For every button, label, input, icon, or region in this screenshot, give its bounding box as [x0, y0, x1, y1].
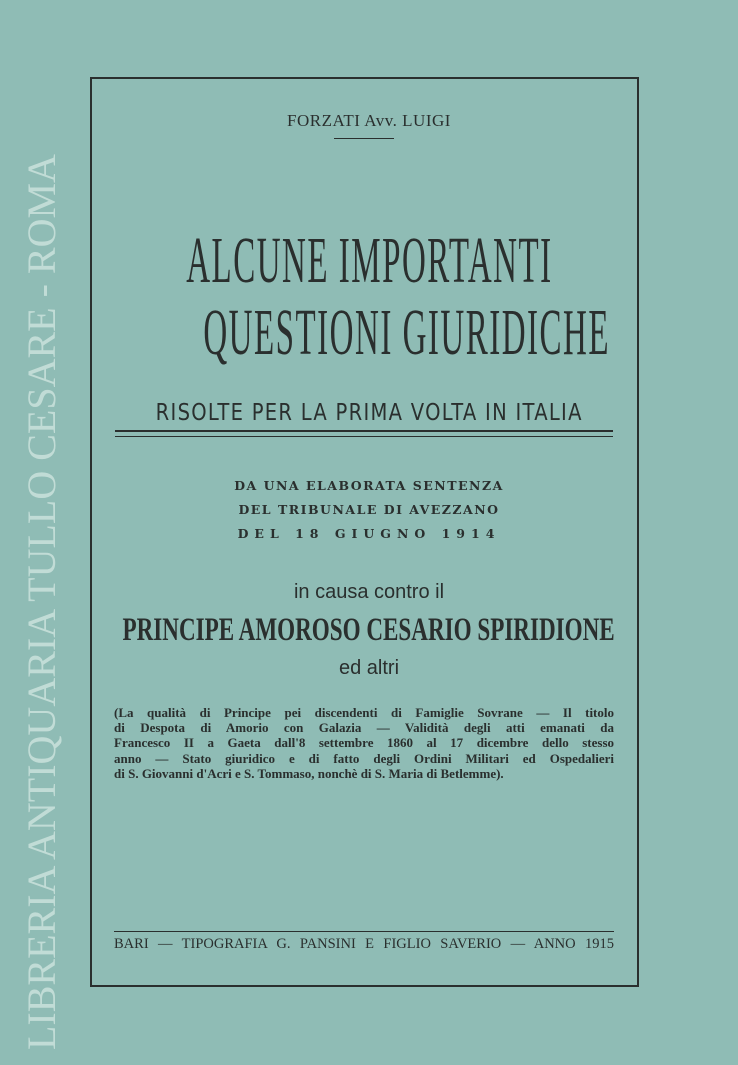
others-text: ed altri	[338, 657, 400, 679]
double-rule	[115, 430, 613, 437]
source-line-2: DEL TRIBUNALE DI AVEZZANO	[238, 502, 500, 517]
author: FORZATI Avv. LUIGI	[287, 111, 451, 130]
summary-paragraph	[114, 705, 614, 781]
title-line-2	[0, 296, 738, 369]
party-name	[0, 614, 738, 647]
source-line-1: DA UNA ELABORATA SENTENZA	[234, 478, 504, 493]
author-rule	[334, 138, 394, 139]
subtitle	[0, 402, 738, 425]
title-text-1: ALCUNE IMPORTANTI	[185, 224, 553, 297]
causa-text: in causa contro il	[293, 581, 445, 603]
source-line-3: DEL 18 GIUGNO 1914	[237, 526, 501, 541]
summary-line: Francesco II a Gaeta dall'8 settembre 1860 al 17 dicembre dello stesso	[114, 735, 614, 751]
summary-line: di Despota di Amorio con Galazia — Validità degli atti emanati da	[114, 720, 614, 736]
title-text-2: QUESTIONI GIURIDICHE	[203, 296, 611, 369]
watermark: LIBRERIA ANTIQUARIA TULLO CESARE - ROMA	[19, 154, 64, 1050]
summary-line: anno — Stato giuridico e di fatto degli Ordini Militari ed Ospedalieri	[114, 750, 614, 766]
subtitle-text: RISOLTE PER LA PRIMA VOLTA IN ITALIA	[155, 400, 583, 426]
imprint: BARI — TIPOGRAFIA G. PANSINI E FIGLIO SAVERIO — ANNO 1915	[114, 936, 614, 952]
imprint-rule	[114, 931, 614, 932]
party-name-text: PRINCIPE AMOROSO CESARIO SPIRIDIONE	[122, 612, 616, 648]
summary-line: di S. Giovanni d'Acri e S. Tommaso, nonchè di S. Maria di Betlemme).	[114, 765, 504, 781]
summary-line: (La qualità di Principe pei discendenti di Famiglie Sovrane — Il titolo	[114, 705, 614, 720]
title-line-1	[0, 224, 738, 297]
